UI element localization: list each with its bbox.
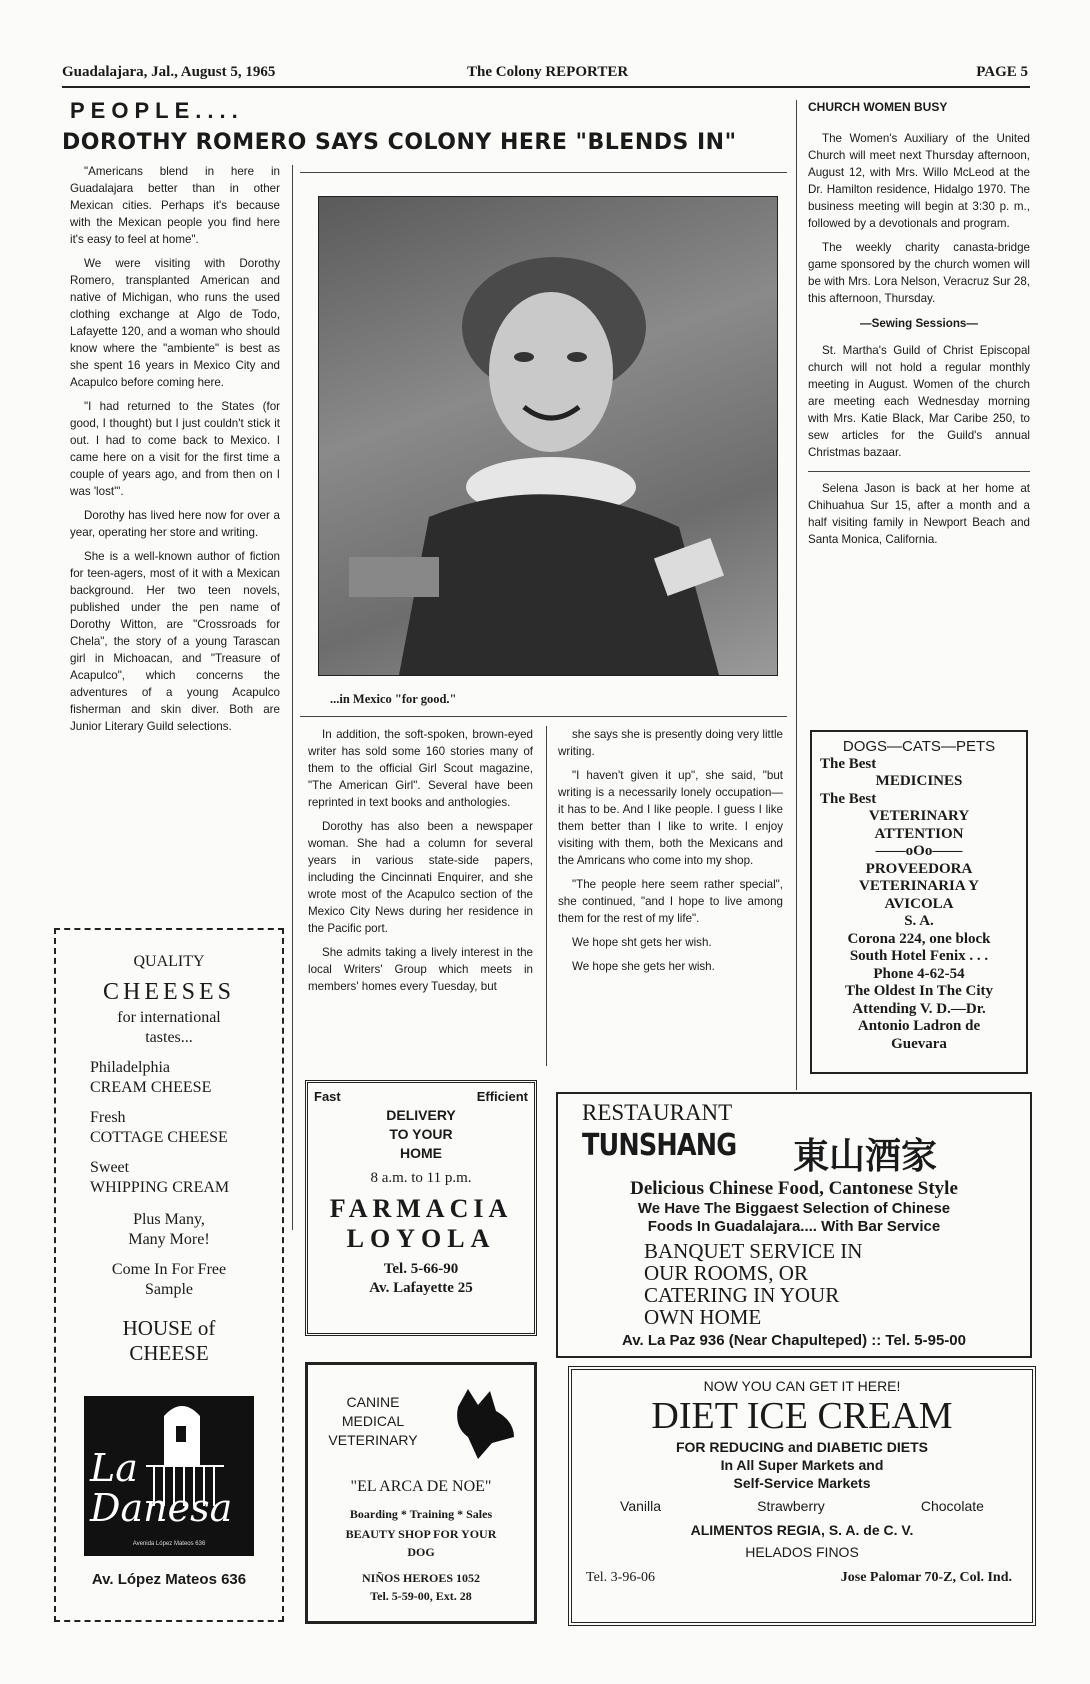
- article-column-1: [70, 163, 280, 742]
- paragraph: Selena Jason is back at her home at Chihuahua Sur 15, after a month and a half visiting family in Newport Beach and Santa Monica, California.: [808, 482, 1030, 546]
- paragraph: "Americans blend in here in Guadalajara better than in other Mexican cities. Perhaps it's because with the Mexican people you find here it's easy to feel at home".: [70, 165, 280, 246]
- farmacia-line: TO YOUR: [389, 1126, 453, 1142]
- pets-line: PROVEEDORA: [865, 860, 973, 877]
- page-number: PAGE 5: [976, 64, 1028, 80]
- farmacia-name: LOYOLA: [346, 1224, 496, 1253]
- canine-heading: [318, 1393, 428, 1450]
- pets-line: MEDICINES: [875, 773, 963, 789]
- paragraph: "The people here seem rather special", she continued, "and I hope to live among them for the rest of my life".: [558, 878, 783, 925]
- pets-title: DOGS—CATS—PETS: [842, 738, 996, 755]
- column-rule: [292, 165, 293, 1230]
- catering-line: BANQUET SERVICE IN: [644, 1239, 863, 1263]
- farmacia-hours: 8 a.m. to 11 p.m.: [370, 1170, 472, 1186]
- subhead: —Sewing Sessions—: [860, 317, 978, 330]
- canine-services: DOG: [407, 1545, 435, 1559]
- farmacia-ad: [305, 1080, 537, 1336]
- flavor: Vanilla: [620, 1498, 662, 1514]
- icecream-line: Self-Service Markets: [733, 1475, 871, 1491]
- pets-line: The Best: [820, 790, 877, 807]
- pets-line: Phone 4-62-54: [873, 965, 965, 982]
- pets-line: VETERINARIA Y: [859, 878, 979, 894]
- pets-line: Corona 224, one block: [847, 930, 991, 947]
- canine-line: MEDICAL: [341, 1413, 405, 1429]
- icecream-company: ALIMENTOS REGIA, S. A. de C. V.: [690, 1522, 914, 1538]
- pets-line: ATTENTION: [874, 825, 964, 842]
- page-header: [62, 60, 1030, 88]
- pets-line: Attending V. D.—Dr.: [852, 1000, 986, 1017]
- pets-line: South Hotel Fenix . . .: [849, 948, 989, 964]
- flavor: Strawberry: [757, 1498, 825, 1514]
- farmacia-phone: Tel. 5-66-90: [383, 1261, 459, 1277]
- farmacia-name: FARMACIA: [329, 1194, 513, 1223]
- cheese-item-line: WHIPPING CREAM: [90, 1179, 230, 1196]
- logo-address: Avenida López Mateos 636: [132, 1541, 206, 1547]
- canine-phone: Tel. 5-59-00, Ext. 28: [370, 1589, 472, 1603]
- paragraph: St. Martha's Guild of Christ Episcopal church will not hold a regular monthly meeting in August. Women of the church are meeting each Wednesday morning with Mrs. Katie Black, Mar Caribe 250, to sew articles for the Guild's annual Christmas bazaar.: [808, 344, 1030, 459]
- tagline-right: Efficient: [476, 1089, 528, 1104]
- pets-line: The Oldest In The City: [844, 983, 994, 999]
- canine-address: NIÑOS HEROES 1052: [361, 1571, 481, 1585]
- icecream-line: In All Super Markets and: [720, 1457, 884, 1473]
- paragraph: The weekly charity canasta-bridge game sponsored by the church women will be with Mrs. Lora Nelson, Veracruz Sur 28, this afternoon, Thursday.: [808, 241, 1030, 305]
- sidebar-title: CHURCH WOMEN BUSY: [808, 100, 948, 114]
- farmacia-line: HOME: [400, 1145, 442, 1161]
- tagline-left: Fast: [314, 1089, 341, 1104]
- pets-line: The Best: [820, 755, 877, 772]
- la-danesa-logo: [84, 1396, 254, 1556]
- paragraph: We were visiting with Dorothy Romero, transplanted American and native of Michigan, who runs the used clothing exchange at Algo de Todo, Lafayette 120, and a woman who should know where the "ambiente" is best as she spent 16 years in Mexico City and Acapulco before coming here.: [70, 257, 280, 389]
- icecream-footer: [572, 1560, 1032, 1586]
- portrait-photo: [318, 196, 778, 676]
- canine-line: VETERINARY: [328, 1432, 418, 1448]
- cheese-line: Many More!: [128, 1231, 210, 1248]
- pets-line: Guevara: [891, 1035, 947, 1052]
- rule: [300, 172, 787, 173]
- paragraph: In addition, the soft-spoken, brown-eyed writer has sold some 160 stories many of them to the official Girl Scout magazine, "The American Girl". Several have been reprinted in text books and anthologies.: [308, 728, 533, 809]
- restaurant-ad: [556, 1092, 1032, 1358]
- farmacia-address: Av. Lafayette 25: [369, 1280, 473, 1296]
- restaurant-address: Av. La Paz 936 (Near Chapulteped) :: Tel. 5-95-00: [622, 1332, 966, 1349]
- restaurant-chinese-name: 東山酒家: [793, 1135, 938, 1177]
- cheese-item-line: COTTAGE CHEESE: [90, 1129, 228, 1146]
- paragraph: We hope she gets her wish.: [572, 960, 715, 973]
- section-label: PEOPLE....: [70, 98, 244, 123]
- icecream-flavors: [572, 1498, 1032, 1514]
- cheese-address: Av. López Mateos 636: [91, 1571, 247, 1588]
- pets-divider: ——oOo——: [875, 843, 963, 859]
- photo-caption: ...in Mexico "for good.": [330, 692, 457, 706]
- catering-line: OWN HOME: [644, 1305, 762, 1329]
- cheese-line: QUALITY: [133, 953, 205, 970]
- paragraph: she says she is presently doing very little writing.: [558, 728, 783, 758]
- masthead: The Colony REPORTER: [467, 64, 629, 80]
- icecream-line: HELADOS FINOS: [745, 1544, 859, 1560]
- paragraph: Dorothy has lived here now for over a year, operating her store and writing.: [70, 509, 280, 539]
- pets-line: Antonio Ladron de: [857, 1018, 981, 1034]
- restaurant-catering: [644, 1240, 862, 1328]
- restaurant-line: Foods In Guadalajara.... With Bar Service: [647, 1218, 941, 1235]
- dateline: Guadalajara, Jal., August 5, 1965: [62, 64, 276, 80]
- paragraph: She admits taking a lively interest in the local Writers' Group which meets in members' homes every Tuesday, but: [308, 946, 533, 993]
- icecream-address: Jose Palomar 70-Z, Col. Ind.: [840, 1570, 1012, 1585]
- restaurant-name: TUNSHANG: [582, 1128, 737, 1163]
- column-rule: [546, 726, 547, 1066]
- canine-business-name: "EL ARCA DE NOE": [350, 1478, 492, 1495]
- cheese-line: Sample: [145, 1281, 193, 1298]
- restaurant-label: RESTAURANT: [582, 1100, 733, 1125]
- cheese-store-name: HOUSE of: [122, 1316, 216, 1340]
- farmacia-tagline: [308, 1083, 534, 1106]
- catering-line: CATERING IN YOUR: [644, 1283, 840, 1307]
- rule: [300, 716, 787, 717]
- article-column-2: [308, 726, 533, 1002]
- pets-line: VETERINARY: [868, 808, 970, 824]
- cheese-line: Come In For Free: [111, 1261, 227, 1278]
- paragraph: The Women's Auxiliary of the United Church will meet next Thursday afternoon, August 12, with Mrs. Willo McLeod at the Dr. Hamilton residence, Hidalgo 1970. The business meeting will begin at 3:30 p. m., followed by a devotionals and program.: [808, 132, 1030, 230]
- sidebar: [808, 100, 1030, 555]
- canine-services: Boarding * Training * Sales: [349, 1507, 493, 1521]
- cheese-ad: [54, 928, 284, 1622]
- icecream-phone: Tel. 3-96-06: [586, 1570, 656, 1585]
- cheese-line: for international: [117, 1009, 221, 1026]
- portrait-sketch: [319, 197, 777, 675]
- pets-ad: [810, 730, 1028, 1074]
- cheese-headline: CHEESES: [102, 979, 235, 1005]
- canine-line: CANINE: [346, 1394, 400, 1410]
- cheese-item-line: Sweet: [90, 1159, 130, 1176]
- icecream-line: NOW YOU CAN GET IT HERE!: [703, 1378, 901, 1394]
- headline: DOROTHY ROMERO SAYS COLONY HERE "BLENDS IN": [62, 130, 737, 155]
- cheese-line: tastes...: [145, 1029, 193, 1046]
- flavor: Chocolate: [920, 1498, 984, 1514]
- icecream-headline: DIET ICE CREAM: [651, 1395, 953, 1437]
- dog-head-icon: [448, 1387, 518, 1461]
- paragraph: "I had returned to the States (for good, I thought) but I just couldn't stick it out. I had to come back to Mexico. I came here on a visit for the first time a couple of years ago, and from then on I was 'lost'".: [70, 400, 280, 498]
- cheese-item-line: CREAM CHEESE: [90, 1079, 212, 1096]
- cheese-line: Plus Many,: [133, 1211, 205, 1228]
- catering-line: OUR ROOMS, OR: [644, 1261, 808, 1285]
- restaurant-line: We Have The Biggaest Selection of Chinese: [637, 1200, 951, 1217]
- pets-line: S. A.: [904, 913, 934, 929]
- paragraph: "I haven't given it up", she said, "but writing is a necessarily lonely occupation— it has to be. And I like people. I guess I like them better than I like to write. I enjoy visiting with them, both the Mexicans and the Amricans who come into my shop.: [558, 769, 783, 867]
- rule: [808, 471, 1030, 472]
- canine-services: BEAUTY SHOP FOR YOUR: [345, 1527, 497, 1541]
- cheese-store-name: CHEESE: [129, 1341, 209, 1365]
- paragraph: Dorothy has also been a newspaper woman. She had a column for several years in various state-side papers, including the Cincinnati Enquirer, and she wrote most of the Acapulco section of the Mexico City News during her residence in the Pacific port.: [308, 820, 533, 935]
- cheese-item: [56, 1058, 282, 1198]
- paragraph: We hope sht gets her wish.: [572, 936, 712, 949]
- canine-ad: [305, 1362, 537, 1624]
- logo-script: La Danesa: [90, 1446, 233, 1530]
- ice-cream-ad: [568, 1366, 1036, 1626]
- sidebar-body: [808, 130, 1030, 548]
- restaurant-line: Delicious Chinese Food, Cantonese Style: [630, 1178, 958, 1199]
- cheese-item-line: Philadelphia: [90, 1059, 170, 1076]
- icecream-line: FOR REDUCING and DIABETIC DIETS: [675, 1439, 928, 1455]
- column-rule: [796, 100, 797, 1090]
- paragraph: She is a well-known author of fiction for teen-agers, most of it with a Mexican background. Her two teen novels, published under the pen name of Dorothy Witton, are "Crossroads for Chela", the story of a young Tarascan girl in Michoacan, and "Treasure of Acapulco", which concerns the adventures of a young Acapulco fisherman and skin diver. Both are Junior Literary Guild selections.: [70, 550, 280, 733]
- farmacia-line: DELIVERY: [386, 1107, 456, 1123]
- article-column-3: [558, 726, 783, 982]
- cheese-item-line: Fresh: [90, 1109, 126, 1126]
- pets-line: AVICOLA: [884, 895, 954, 912]
